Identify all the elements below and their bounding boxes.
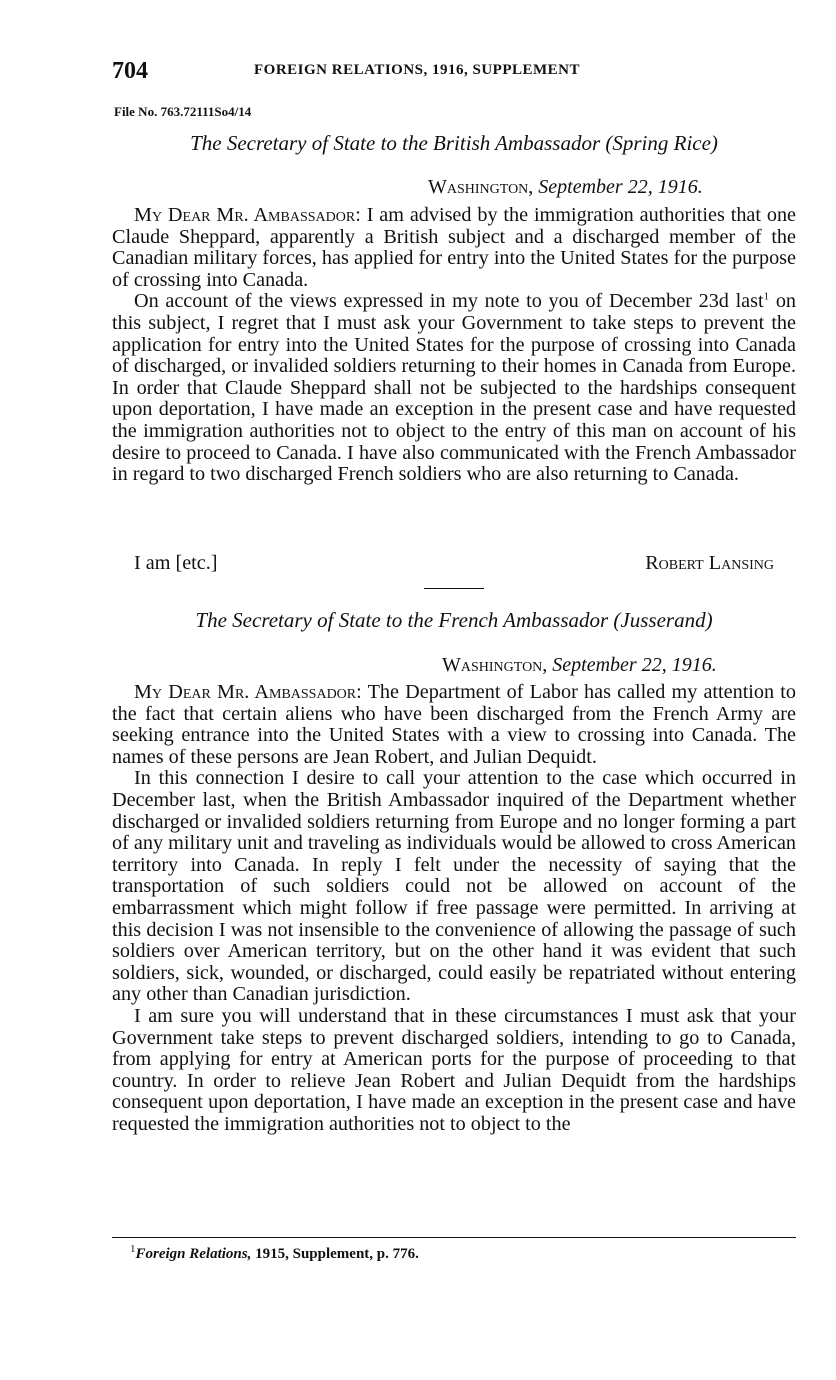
- letter1-paragraph: [112, 291, 796, 485]
- letter2-salutation: My Dear Mr. Ambassador:: [134, 681, 362, 703]
- letter1-date: September 22, 1916.: [538, 176, 703, 198]
- footnote-mark: 1: [130, 1243, 136, 1255]
- letter2-date: September 22, 1916.: [552, 654, 717, 676]
- footnote-title: Foreign Relations,: [135, 1246, 252, 1262]
- section-divider: [424, 588, 484, 589]
- letter1-para2-before: On account of the views expressed in my note to you of December 23d last: [134, 290, 764, 313]
- file-number: File No. 763.72111So4/14: [114, 104, 252, 119]
- letter1-salutation: My Dear Mr. Ambassador:: [134, 204, 361, 226]
- letter1-signature: Robert Lansing: [645, 552, 774, 574]
- letter1-closing-text: I am [etc.]: [134, 552, 218, 574]
- letter1-para2-after: on this subject, I regret that I must ask your Government to take steps to prevent the application for entry into the United States for the purpose of crossing into Canada of discharged, or invalided soldiers returning to their homes in Canada from Europe. In order that Claude Sheppard shall not be subjected to the hardships consequent upon deportation, I have made an exception in the present case and have requested the immigration authorities not to object to the entry of this man on account of his desire to proceed to Canada. I have also communicated with the French Ambassador in regard to two discharged French soldiers who are also returning to Canada.: [112, 290, 796, 486]
- letter2-body: [112, 682, 796, 1135]
- letter2-paragraph: [112, 768, 796, 1006]
- letter2-place: Washington,: [442, 654, 548, 676]
- letter2-para1-text: The Department of Labor has called my attention to the fact that certain aliens who have been discharged from the French Army are seeking entrance into the United States with a view to crossing into Canada. The names of these persons are Jean Robert, and Julian Dequidt.: [112, 681, 796, 768]
- letter1-title-text: The Secretary of State to the British Ambassador: [190, 131, 601, 155]
- running-head: [112, 58, 798, 85]
- letter2-dateline: [442, 654, 717, 677]
- letter2-para3-text: I am sure you will understand that in these circumstances I must ask that your Government take steps to prevent discharged soldiers, intending to go to Canada, from applying for entry at American ports for the purpose of proceeding to that country. In order to relieve Jean Robert and Julian Dequidt from the hardships consequent upon deportation, I have made an exception in the present case and have requested the immigration authorities not to object to the: [112, 1004, 796, 1135]
- letter1-body: [112, 205, 796, 486]
- footnote-divider: [112, 1237, 796, 1238]
- letter1-dateline: [428, 176, 703, 199]
- letter1-closing: [134, 552, 774, 575]
- letter2-paragraph: [112, 682, 796, 768]
- running-head-title: FOREIGN RELATIONS, 1916, SUPPLEMENT: [254, 62, 581, 78]
- letter2-paragraph: [112, 1006, 796, 1136]
- letter2-title: [112, 608, 796, 633]
- letter1-title: [112, 131, 796, 156]
- footnote: [130, 1243, 419, 1263]
- letter2-addressee: (Jusserand): [613, 608, 713, 632]
- footnote-reference: 1: [763, 290, 770, 303]
- letter1-paragraph: [112, 205, 796, 291]
- letter2-title-text: The Secretary of State to the French Ambassador: [195, 608, 609, 632]
- letter1-para1-text: I am advised by the immigration authorities that one Claude Sheppard, apparently a British subject and a discharged member of the Canadian military forces, has applied for entry into the United States for the purpose of crossing into Canada.: [112, 204, 797, 291]
- page-number: 704: [112, 58, 148, 84]
- letter1-place: Washington,: [428, 176, 534, 198]
- letter1-addressee: (Spring Rice): [605, 131, 718, 155]
- footnote-text: 1915, Supplement, p. 776.: [255, 1246, 419, 1262]
- letter2-para2-text: In this connection I desire to call your attention to the case which occurred in December last, when the British Ambassador inquired of the Department whether discharged or invalided soldiers returning from Europe and no longer forming a part of any military unit and traveling as individuals would be allowed to cross American territory into Canada. In reply I felt under the necessity of saying that the transportation of such soldiers could not be allowed on account of the embarrassment which might follow if free passage were permitted. In arriving at this decision I was not insensible to the convenience of allowing the passage of such soldiers over American territory, but on the other hand it was evident that such soldiers, sick, wounded, or discharged, could easily be repatriated without entering any other than Canadian jurisdiction.: [112, 767, 796, 1006]
